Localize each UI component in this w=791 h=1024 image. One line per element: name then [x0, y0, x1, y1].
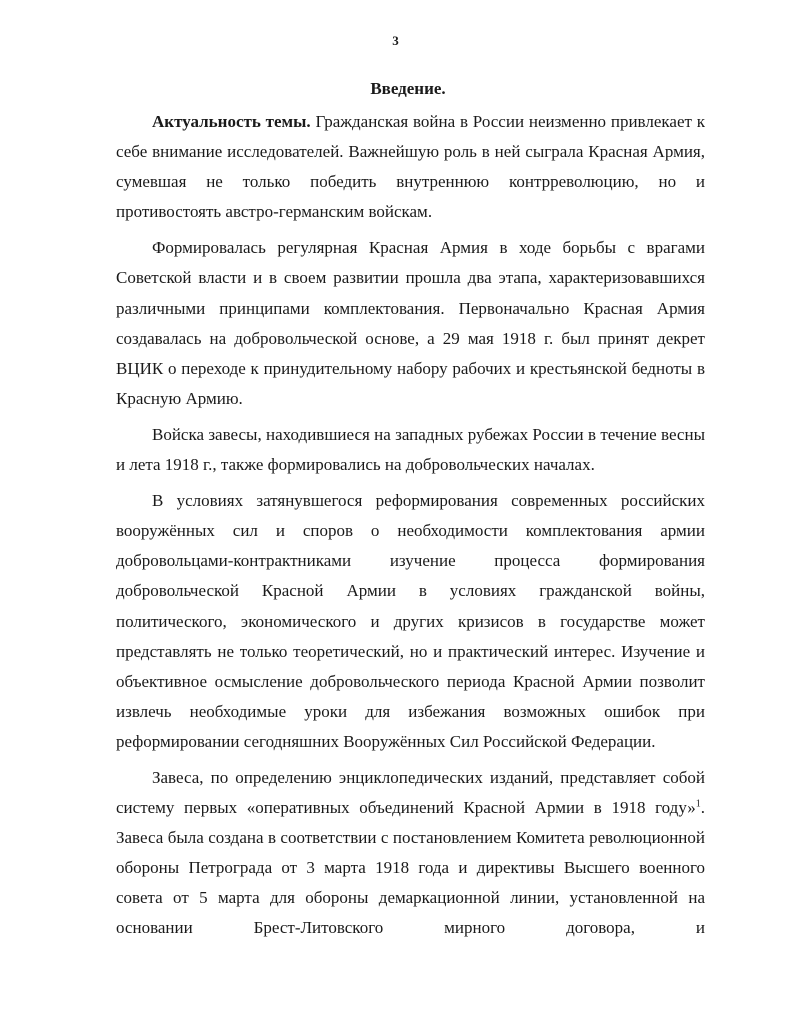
page-number: 3 [392, 33, 399, 48]
paragraph-relevance [116, 107, 705, 227]
relevance-lead: Актуальность темы. [152, 112, 311, 131]
zavesa-text-before: Завеса, по определению энциклопедических изданий, представляет собой систему первых «оперативных объединений Красной Армии в 1918 году» [116, 767, 705, 818]
paragraph-screen-troops: Войска завесы, находившиеся на западных рубежах России в течение весны и лета 1918 г., также формировались на добровольческих началах. [116, 424, 705, 475]
paragraph-reform: В условиях затянувшегося реформирования современных российских вооружённых сил и споров о необходимости комплектования армии добровольцами-контрактниками изучение процесса формирования добровольческой Красной Армии в условиях гражданской войны, политического, экономического и других кризисов в государстве может представлять не только теоретический, но и практический интерес. Изучение и объективное осмысление добровольческого периода Красной Армии позволит извлечь необходимые уроки для избежания возможных ошибок при реформировании сегодняшних Вооружённых Сил Российской Федерации. [116, 491, 705, 751]
relevance-text: Гражданская война в России неизменно привлекает к себе внимание исследователей. Важнейшую роль в ней сыграла Красная Армия, сумевшая не только победить внутреннюю контрреволюцию, но и противостоять австро-германским войскам. [116, 112, 705, 222]
paragraph-zavesa-definition [116, 763, 705, 944]
footnote-mark: 1 [695, 798, 701, 810]
paragraph-formation: Формировалась регулярная Красная Армия в ходе борьбы с врагами Советской власти и в своем развитии прошла два этапа, характеризовавшихся различными принципами комплектования. Первоначально Красная Армия создавалась на добровольческой основе, а 29 мая 1918 г. был принят декрет ВЦИК о переходе к принудительному набору рабочих и крестьянской бедноты в Красную Армию. [116, 238, 705, 408]
section-heading: Введение. [370, 79, 446, 98]
zavesa-text-after: . Завеса была создана в соответствии с постановлением Комитета революционной обороны Петрограда от 3 марта 1918 года и директивы Высшего военного совета от 5 марта для обороны демаркационной линии, установленной на основании Брест-Литовского мирного договора, и [116, 798, 705, 938]
body-text [116, 107, 705, 950]
